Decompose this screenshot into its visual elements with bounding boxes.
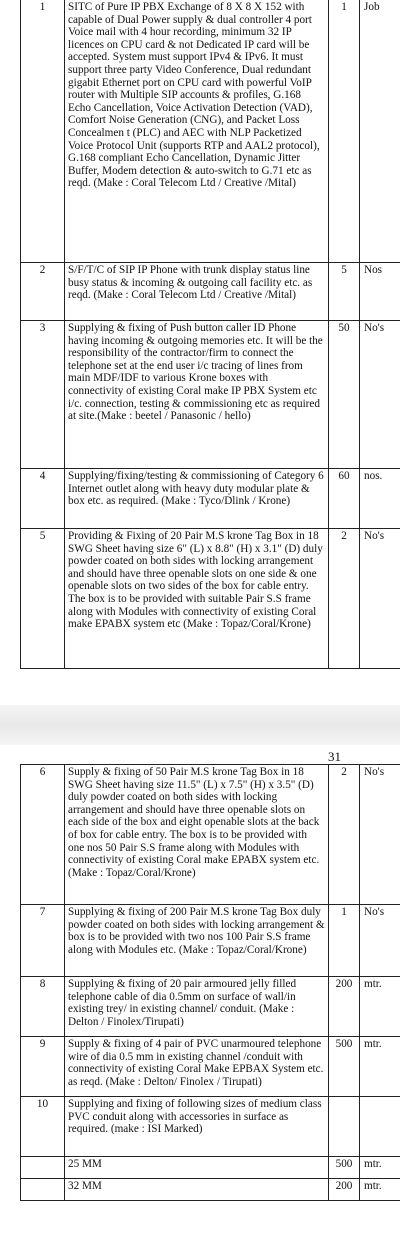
table-row	[21, 1157, 400, 1179]
table-row	[21, 469, 400, 529]
item-description: Supplying & fixing of 20 pair armoured jelly filled telephone cable of dia 0.5mm on surface of wall/in existing trey/ in existing channel/ conduit. (Make : Delton / Finolex/Tirupati)	[65, 977, 329, 1037]
item-unit: mtr.	[360, 1157, 400, 1179]
item-description: Supplying and fixing of following sizes of medium class PVC conduit along with accessories in surface as required. (make : ISI Marked)	[65, 1097, 329, 1157]
table-row	[21, 529, 400, 669]
item-quantity: 60	[329, 469, 360, 529]
item-quantity: 200	[329, 1179, 360, 1201]
table-row	[21, 1037, 400, 1097]
table-row	[21, 1097, 400, 1157]
serial-number	[21, 1179, 65, 1201]
item-unit: nos.	[360, 469, 400, 529]
table-row	[21, 765, 400, 905]
item-description: S/F/T/C of SIP IP Phone with trunk display status line busy status & incoming & outgoing call facility etc. as reqd. (Make : Coral Telecom Ltd / Creative /Mital)	[65, 263, 329, 321]
serial-number: 6	[21, 765, 65, 905]
item-unit	[360, 1097, 400, 1157]
item-description: SITC of Pure IP PBX Exchange of 8 X 8 X 152 with capable of Dual Power supply & dual controller 4 port Voice mail with 4 hour recording, minimum 32 IP licences on CPU card & not Dedicated IP card will be accepted. System must support IPv4 & IPv6. It must support three party Video Conference, Dual redundant gigabit Ethernet port on CPU card with powerful VoIP router with Multiple SIP accounts & profiles, G.168 Echo Cancellation, Voice Activation Detection (VAD), Comfort Noise Generation (CNG), and Packet Loss Concealmen t (PLC) and AEC with NLP Packetized Voice Protocol Unit (supports RTP and AAL2 protocol), G.168 compliant Echo Cancellation, Dynamic Jitter Buffer, Modem detection & auto-switch to G.71 etc as reqd. (Make : Coral Telecom Ltd / Creative /Mital)	[65, 0, 329, 263]
item-quantity: 1	[329, 905, 360, 977]
item-quantity: 50	[329, 321, 360, 469]
item-unit: mtr.	[360, 977, 400, 1037]
item-quantity: 2	[329, 765, 360, 905]
item-unit: mtr.	[360, 1037, 400, 1097]
item-unit: No's	[360, 321, 400, 469]
item-quantity: 200	[329, 977, 360, 1037]
item-description: 32 MM	[65, 1179, 329, 1201]
page-gap	[0, 705, 400, 745]
table-row	[21, 1179, 400, 1201]
serial-number: 3	[21, 321, 65, 469]
item-description: Supply & fixing of 4 pair of PVC unarmoured telephone wire of dia 0.5 mm in existing channel /conduit with connectivity of existing Coral Make EPBAX System etc. as reqd. (Make : Delton/ Finolex / Tirupati)	[65, 1037, 329, 1097]
serial-number: 1	[21, 0, 65, 263]
item-description: Supplying & fixing of Push button caller ID Phone having incoming & outgoing memories etc. It will be the responsibility of the contractor/firm to connect the telephone set at the end user i/c tracing of lines from main MDF/IDF to various Krone boxes with connectivity of existing Coral make IP PBX System etc i/c. connection, testing & commissioning etc as required at site.(Make : beetel / Panasonic / hello)	[65, 321, 329, 469]
item-description: 25 MM	[65, 1157, 329, 1179]
item-description: Supplying & fixing of 200 Pair M.S krone Tag Box duly powder coated on both sides with locking arrangement & box is to be provided with two nos 100 Pair S.S frame along with Modules etc. (Make : Topaz/Coral/Krone)	[65, 905, 329, 977]
serial-number	[21, 1157, 65, 1179]
serial-number: 7	[21, 905, 65, 977]
table-row	[21, 263, 400, 321]
document-page-2	[0, 745, 400, 1242]
item-description: Supply & fixing of 50 Pair M.S krone Tag Box in 18 SWG Sheet having size 11.5" (L) x 7.5" (H) x 3.5" (D) duly powder coated on both sides with locking arrangement and should have three openable slots on each side of the box and eight openable slots at the back of box for cable entry. The box is to be provided with one nos 50 Pair S.S frame along with Modules with connectivity of existing Coral make EPABX system etc. (Make : Topaz/Coral/Krone)	[65, 765, 329, 905]
serial-number: 10	[21, 1097, 65, 1157]
item-unit: mtr.	[360, 1179, 400, 1201]
table-row	[21, 321, 400, 469]
item-quantity: 500	[329, 1037, 360, 1097]
item-quantity: 500	[329, 1157, 360, 1179]
page-number: 31	[328, 749, 341, 764]
item-unit: No's	[360, 529, 400, 669]
table-row	[21, 905, 400, 977]
serial-number: 5	[21, 529, 65, 669]
items-table-page-1	[20, 0, 400, 669]
serial-number: 2	[21, 263, 65, 321]
item-unit: No's	[360, 765, 400, 905]
serial-number: 9	[21, 1037, 65, 1097]
item-unit: No's	[360, 905, 400, 977]
item-quantity: 1	[329, 0, 360, 263]
item-quantity	[329, 1097, 360, 1157]
serial-number: 4	[21, 469, 65, 529]
item-unit: Job	[360, 0, 400, 263]
item-description: Supplying/fixing/testing & commissioning of Category 6 Internet outlet along with heavy duty modular plate & box etc. as required. (Make : Tyco/Dlink / Krone)	[65, 469, 329, 529]
serial-number: 8	[21, 977, 65, 1037]
item-description: Providing & Fixing of 20 Pair M.S krone Tag Box in 18 SWG Sheet having size 6" (L) x 8.8" (H) x 3.1" (D) duly powder coated on both sides with locking arrangement and should have three openable slots on one side & one openable slots on two sides of the box for cable entry. The box is to be provided with suitable Pair S.S frame along with Modules with connectivity of existing Coral make EPABX system etc (Make : Topaz/Coral/Krone)	[65, 529, 329, 669]
items-table-page-2	[20, 764, 400, 1201]
item-unit: Nos	[360, 263, 400, 321]
table-row	[21, 0, 400, 263]
item-quantity: 2	[329, 529, 360, 669]
item-quantity: 5	[329, 263, 360, 321]
table-row	[21, 977, 400, 1037]
